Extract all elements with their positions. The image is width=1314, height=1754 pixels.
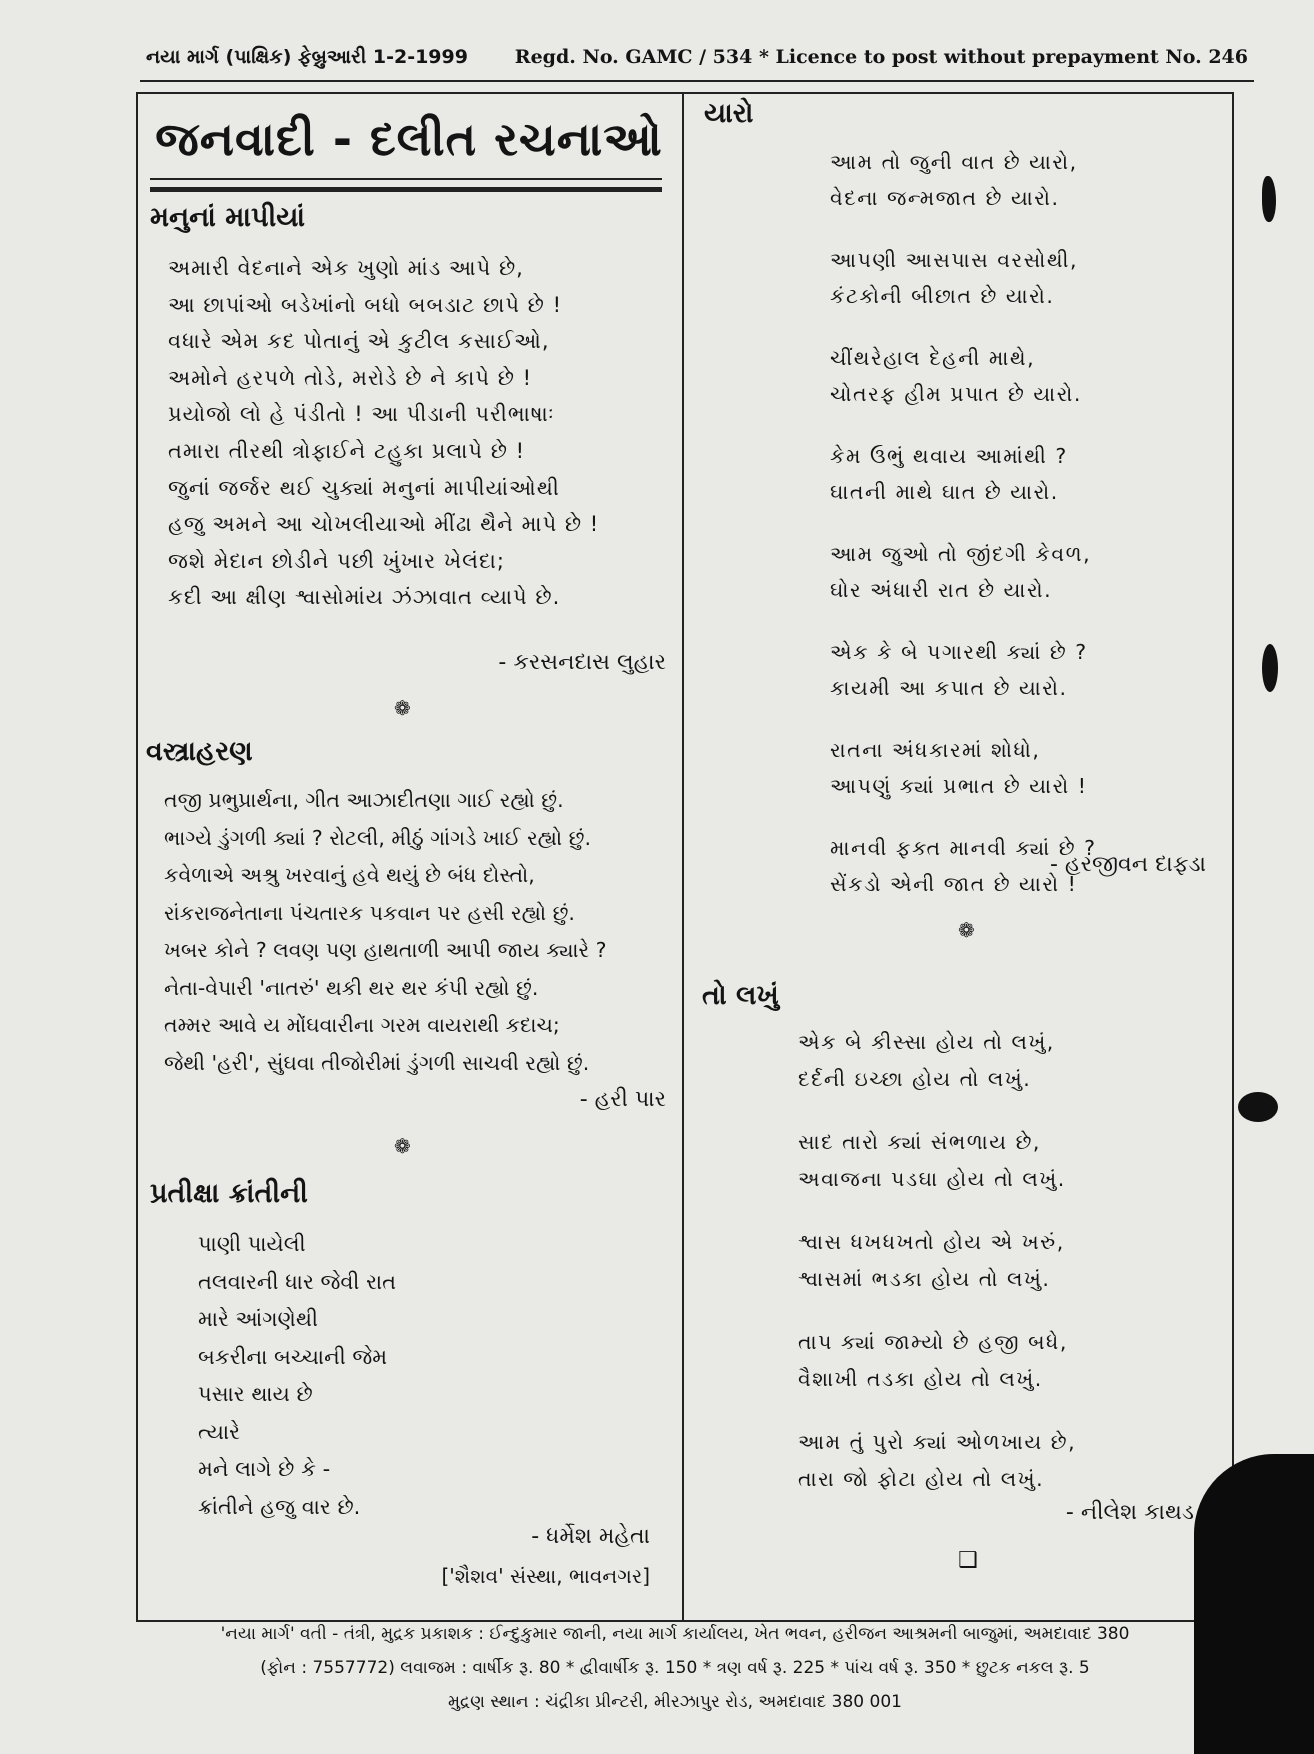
poem-line: આમ તું પુરો ક્યાં ઓળખાય છે, — [798, 1430, 1077, 1454]
title-rule-thick — [150, 187, 662, 192]
separator-ornament: ❁ — [958, 918, 975, 942]
poem-line: સેંકડો એની જાત છે યારો ! — [830, 872, 1078, 896]
poem-author-vastraharan: - હરી પાર — [579, 1087, 666, 1112]
poem-stanza — [830, 144, 1097, 216]
punch-hole-mark — [1238, 1092, 1278, 1122]
poem-line: ભાગ્યે ડુંગળી ક્યાં ? રોટલી, મીઠું ગાંગડે ખાઈ રહ્યો છું. — [164, 825, 591, 850]
poem-title-pratiksha: પ્રતીક્ષા ક્રાંતીની — [150, 1178, 308, 1209]
page-header — [146, 46, 1248, 68]
poem-line: તલવારની ધાર જેવી રાત — [198, 1269, 397, 1294]
header-registration: Regd. No. GAMC / 534 * Licence to post without prepayment No. 246 — [514, 46, 1248, 68]
poem-line: કંટકોની બીછાત છે યારો. — [830, 284, 1055, 308]
poem-line: તમ્મર આવે ય મોંઘવારીના ગરમ વાયરાથી કદાચ; — [164, 1013, 560, 1037]
poem-line: વેદના જન્મજાત છે યારો. — [830, 186, 1060, 210]
poem-line: તારા જો ફોટા હોય તો લખું. — [798, 1467, 1045, 1491]
poem-stanza — [798, 1024, 1076, 1098]
poem-affiliation: ['શૈશવ' સંસ્થા, ભાવનગર] — [441, 1564, 650, 1588]
poem-line: ઘાતની માથે ઘાત છે યારો. — [830, 480, 1059, 504]
poem-line: આમ જુઓ તો જીંદગી કેવળ, — [830, 542, 1092, 566]
poem-line: પ્રયોજો લો હે પંડીતો ! આ પીડાની પરીભાષાઃ — [168, 402, 555, 427]
left-column — [136, 92, 682, 1622]
poem-line: આ છાપાંઓ બડેખાંનો બધો બબડાટ છાપે છે ! — [168, 292, 562, 317]
poem-stanza — [830, 634, 1097, 706]
poem-line: કાયમી આ કપાત છે યારો. — [830, 676, 1068, 700]
punch-hole-mark — [1262, 176, 1276, 222]
poem-line: તાપ ક્યાં જામ્યો છે હજી બધે, — [798, 1330, 1068, 1354]
poem-stanza — [830, 242, 1097, 314]
poem-body-vastraharan — [164, 782, 607, 1082]
main-title: જનવાદી - દલીત રચનાઓ — [155, 112, 663, 166]
poem-author-manu: - કરસનદાસ લુહાર — [498, 650, 666, 675]
poem-author-pratiksha: - ધર્મેશ મહેતા — [531, 1524, 650, 1549]
poem-line: ઘોર અંધારી રાત છે યારો. — [830, 578, 1053, 602]
poem-title-vastraharan: વસ્ત્રાહરણ — [146, 736, 253, 767]
poem-line: ખબર કોને ? લવણ પણ હાથતાળી આપી જાય ક્યારે ? — [164, 938, 607, 962]
poem-stanza — [830, 536, 1097, 608]
header-publication: નયા માર્ગ (પાક્ષિક) ફેબ્રુઆરી 1-2-1999 — [146, 46, 468, 68]
poem-stanza — [798, 1424, 1076, 1498]
poem-title-manu: મનુનાં માપીયાં — [150, 202, 305, 233]
poem-line: વૈશાખી તડકા હોય તો લખું. — [798, 1367, 1043, 1391]
right-column — [684, 92, 1232, 1622]
poem-line: રાતના અંધકારમાં શોધો, — [830, 738, 1041, 762]
title-rule — [150, 178, 662, 180]
poem-line: આપણી આસપાસ વરસોથી, — [830, 248, 1078, 272]
poem-line: અમારી વેદનાને એક ખુણો માંડ આપે છે, — [168, 256, 524, 280]
poem-title-to-lakhu: તો લખું — [702, 980, 779, 1011]
poem-line: કેમ ઉભું થવાય આમાંથી ? — [830, 444, 1068, 468]
poem-line: માનવી ફક્ત માનવી ક્યાં છે ? — [830, 836, 1097, 860]
separator-ornament: ❁ — [394, 1134, 411, 1158]
poem-line: સાદ તારો ક્યાં સંભળાય છે, — [798, 1130, 1041, 1154]
poem-line: શ્વાસ ધખધખતો હોય એ ખરું, — [798, 1230, 1065, 1254]
poem-title-yaro: યારો — [704, 98, 754, 129]
poem-stanza — [830, 438, 1097, 510]
footer-line-publisher: 'નયા માર્ગ' વતી - તંત્રી, મુદ્રક પ્રકાશક : ઈન્દુકુમાર જાની, નયા માર્ગ કાર્યાલય, ખેત ભવન, હરીજન આશ્રમની બાજુમાં, અમદાવાદ 380 — [220, 1624, 1130, 1644]
poem-line: હજુ અમને આ ચોખલીયાઓ મીંઢા થૈને માપે છે ! — [168, 512, 600, 537]
poem-stanza — [830, 340, 1097, 412]
poem-line: જેથી 'હરી', સુંઘવા તીજોરીમાં ડુંગળી સાચવી રહ્યો છું. — [164, 1050, 590, 1075]
poem-author-yaro: - હરજીવન દાફડા — [1050, 852, 1206, 877]
poem-line: અમોને હરપળે તોડે, મરોડે છે ને કાપે છે ! — [168, 365, 533, 390]
poem-line: ચોતરફ હીમ પ્રપાત છે યારો. — [830, 382, 1082, 406]
separator-ornament: ❁ — [394, 696, 411, 720]
end-mark: ❑ — [958, 1548, 978, 1573]
torn-corner — [1194, 1454, 1314, 1754]
poem-line: બકરીના બચ્ચાની જેમ — [198, 1344, 388, 1369]
poem-line: અવાજના પડઘા હોય તો લખું. — [798, 1167, 1066, 1191]
poem-line: તજી પ્રભુપ્રાર્થના, ગીત આઝાદીતણા ગાઈ રહ્યો છું. — [164, 788, 564, 812]
footer-line-subscription: (ફોન : 7557772) લવાજમ : વાર્ષીક રૂ. 80 * દ્વીવાર્ષીક રૂ. 150 * ત્રણ વર્ષ રૂ. 225 * પાંચ વર્ષ રૂ. 350 * છુટક નકલ રૂ. 5 — [260, 1658, 1090, 1678]
poem-line: ચીંથરેહાલ દેહની માથે, — [830, 346, 1036, 370]
poem-line: નેતા-વેપારી 'નાતરું' થકી થર થર કંપી રહ્યો છું. — [164, 975, 539, 1000]
poem-line: પાણી પાયેલી — [198, 1232, 306, 1256]
poem-line: આપણું ક્યાં પ્રભાત છે યારો ! — [830, 774, 1088, 798]
poem-line: જશે મેદાન છોડીને પછી ખુંખાર ખેલંદા; — [168, 548, 505, 573]
poem-line: એક કે બે પગારથી ક્યાં છે ? — [830, 640, 1088, 664]
poem-body-to-lakhu — [798, 1024, 1076, 1524]
header-rule — [140, 80, 1254, 82]
footer-line-printer: મુદ્રણ સ્થાન : ચંદ્રીકા પ્રીન્ટરી, મીરઝાપુર રોડ, અમદાવાદ 380 001 — [448, 1692, 902, 1712]
poem-stanza — [798, 1224, 1076, 1298]
poem-line: રાંકરાજનેતાના પંચતારક પકવાન પર હસી રહ્યો છું. — [164, 900, 575, 925]
poem-line: દર્દની ઇચ્છા હોય તો લખું. — [798, 1067, 1032, 1091]
poem-body-pratiksha — [198, 1226, 396, 1526]
poem-line: શ્વાસમાં ભડકા હોય તો લખું. — [798, 1267, 1051, 1291]
poem-author-to-lakhu: - નીલેશ કાથડ — [1065, 1500, 1194, 1525]
poem-line: વધારે એમ કદ પોતાનું એ કુટીલ કસાઈઓ, — [168, 329, 550, 354]
punch-hole-mark — [1262, 644, 1278, 692]
poem-line: પસાર થાય છે — [198, 1382, 313, 1406]
poem-line: એક બે કીસ્સા હોય તો લખું, — [798, 1030, 1055, 1054]
poem-stanza — [798, 1324, 1076, 1398]
poem-stanza — [830, 732, 1097, 804]
poem-line: કદી આ ક્ષીણ શ્વાસોમાંય ઝંઝાવાત વ્યાપે છે. — [168, 585, 561, 610]
poem-stanza — [798, 1124, 1076, 1198]
poem-line: જુનાં જર્જર થઈ ચુક્યાં મનુનાં માપીયાંઓથી — [168, 475, 560, 500]
poem-line: ક્રાંતીને હજુ વાર છે. — [198, 1494, 361, 1519]
poem-line: મને લાગે છે કે - — [198, 1457, 331, 1481]
poem-body-yaro — [830, 144, 1097, 928]
poem-line: ત્યારે — [198, 1419, 240, 1444]
poem-line: તમારા તીરથી ત્રોફાઈને ટહુકા પ્રલાપે છે ! — [168, 438, 526, 463]
poem-line: કવેળાએ અશ્રુ ખરવાનું હવે થયું છે બંધ દોસ્તો, — [164, 863, 535, 887]
poem-body-manu — [168, 250, 599, 616]
poem-line: આમ તો જુની વાત છે યારો, — [830, 150, 1078, 174]
poem-line: મારે આંગણેથી — [198, 1307, 318, 1331]
